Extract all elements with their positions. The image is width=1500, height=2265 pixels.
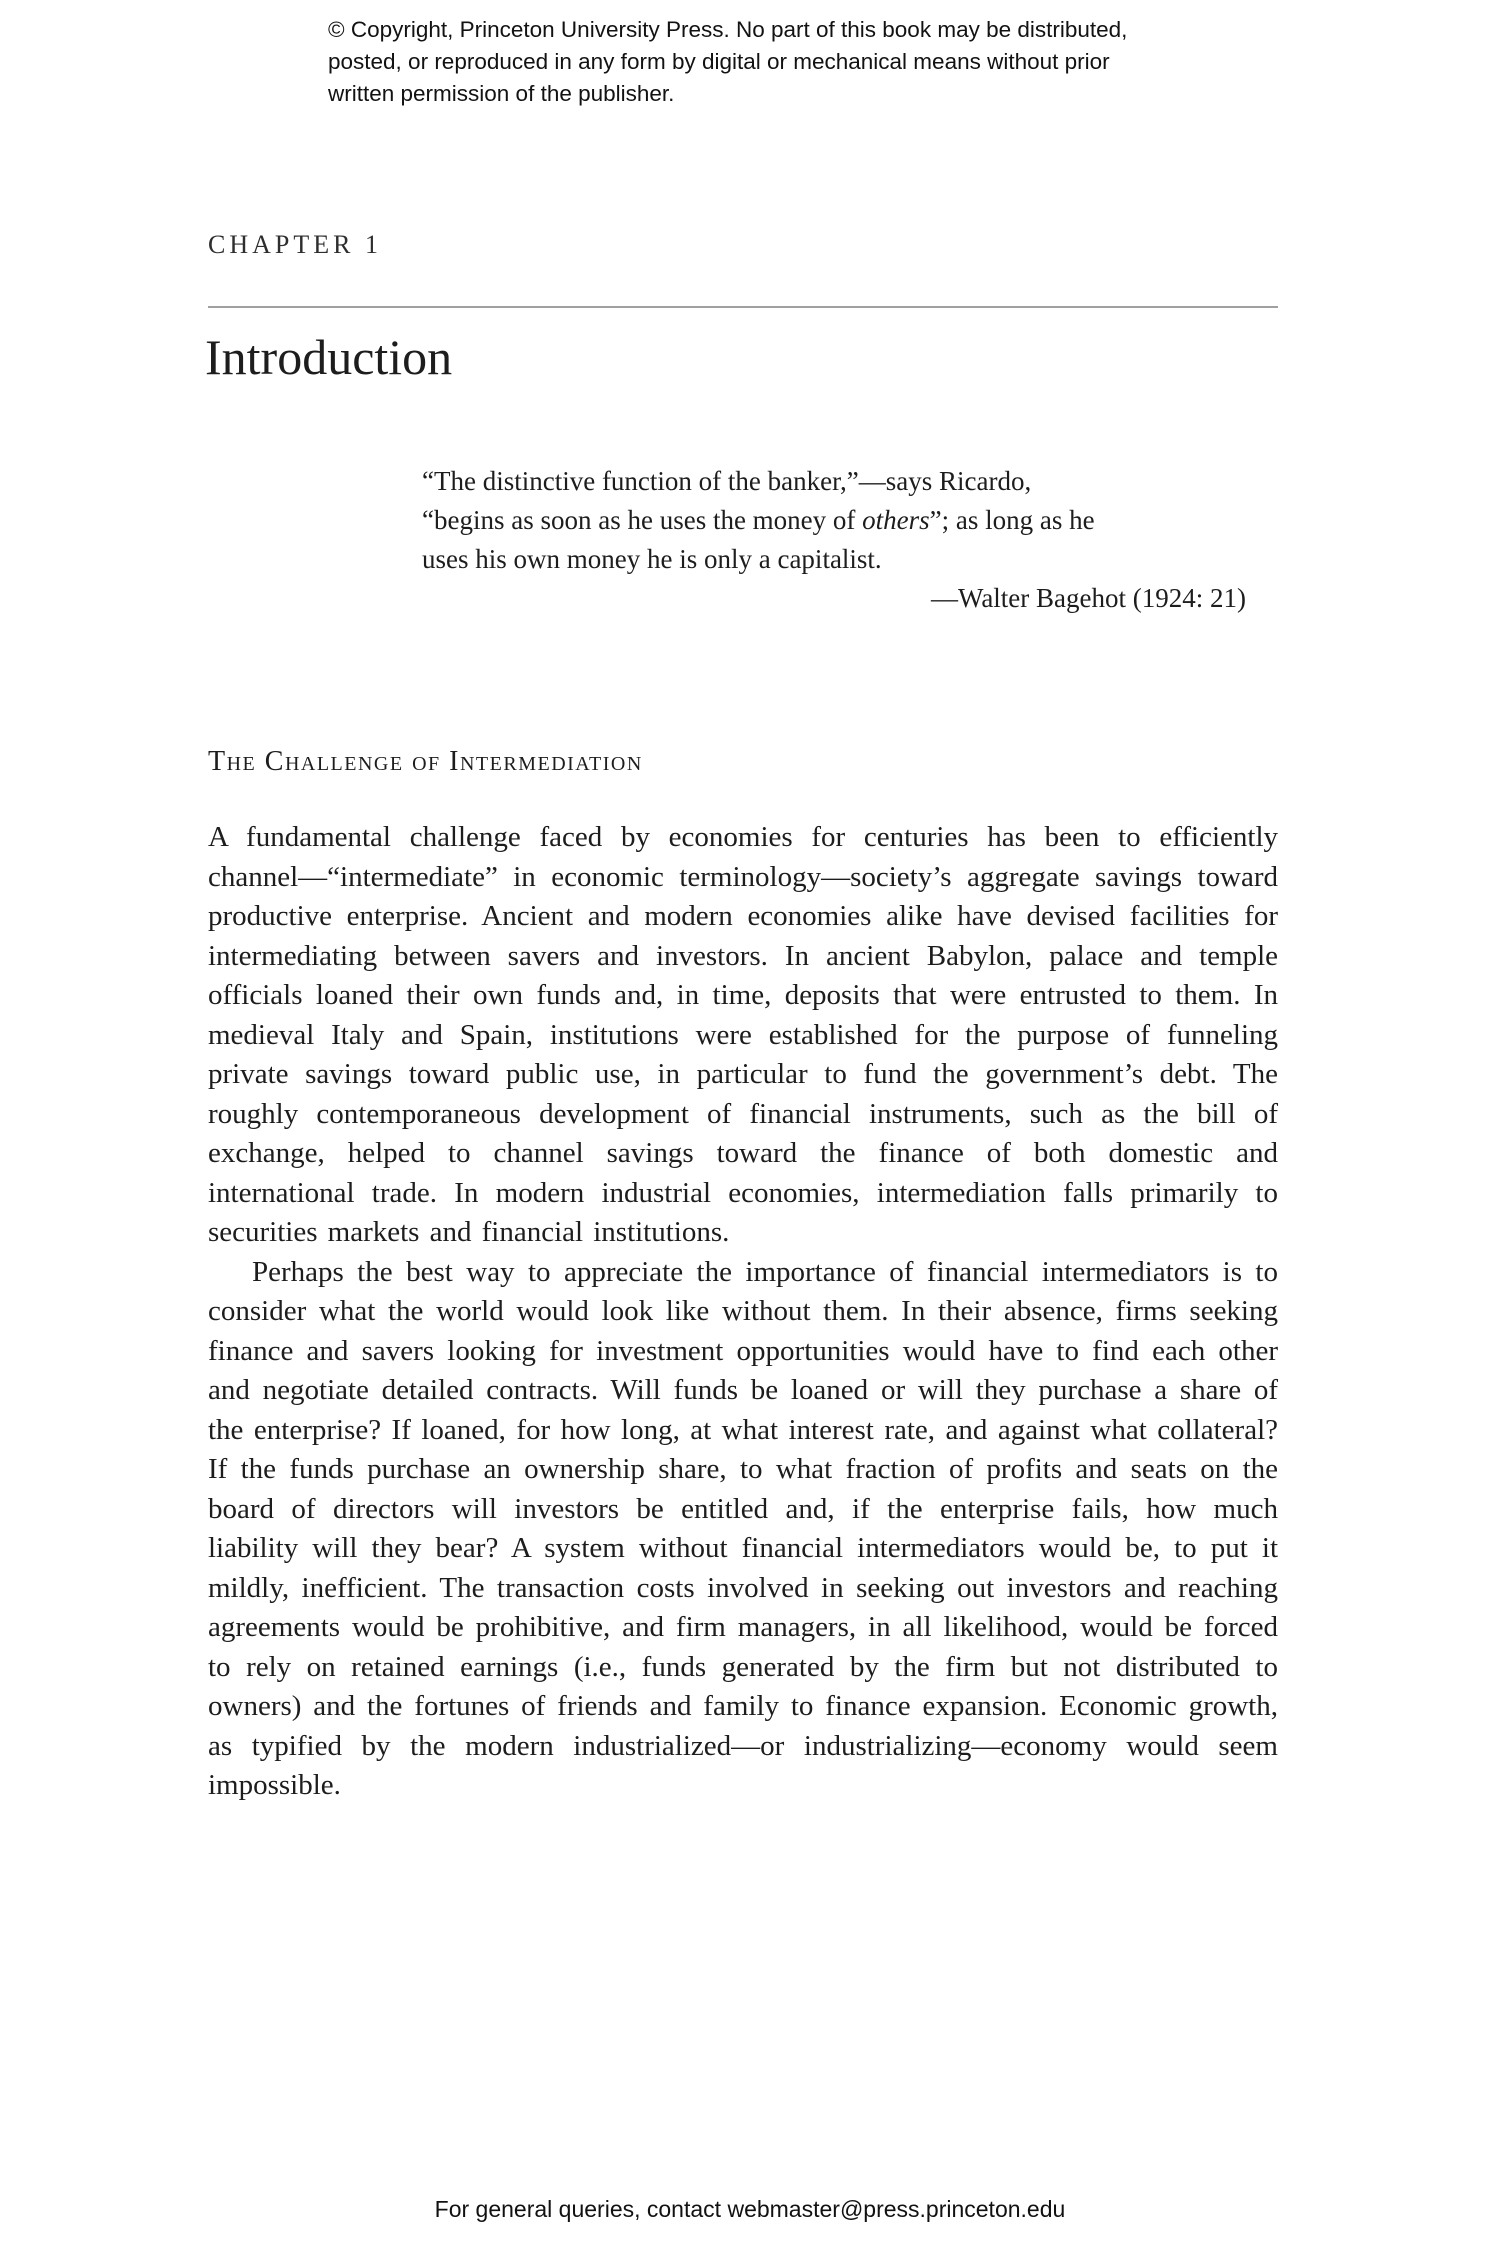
epigraph (422, 462, 1252, 618)
chapter-label: CHAPTER 1 (208, 230, 382, 259)
epigraph-line (422, 462, 1252, 501)
page-title: Introduction (205, 329, 453, 385)
epigraph-line-text: “begins as soon as he uses the money of (422, 505, 863, 535)
body-text (208, 818, 1278, 1806)
footer-note (0, 2196, 1500, 2223)
body-paragraph-2: Perhaps the best way to appreciate the importance of financial intermediators is to consider what the world would look like without them. In their absence, firms seeking finance and savers looking for investment opportunities would have to find each other and negotiate detailed contracts. Will funds be loaned or will they purchase a share of the enterprise? If loaned, for how long, at what interest rate, and against what collateral? If the funds purchase an ownership share, to what fraction of profits and seats on the board of directors will investors be entitled and, if the enterprise fails, how much liability will they bear? A system without financial intermediators would be, to put it mildly, inefficient. The transaction costs involved in seeking out investors and reaching agreements would be prohibitive, and firm managers, in all likelihood, would be forced to rely on retained earnings (i.e., funds generated by the firm but not distributed to owners) and the fortunes of friends and family to finance expansion. Economic growth, as typified by the modern industrialized—or industrializing—economy would seem impossible. (208, 1255, 1278, 1801)
copyright-notice: © Copyright, Princeton University Press. No part of this book may be distributed, posted, or reproduced in any form by digital or mechanical means without prior written permission of the publisher. (328, 17, 1128, 106)
epigraph-line (422, 540, 1252, 579)
webmaster-email-link[interactable]: webmaster@press.princeton.edu (727, 2196, 1066, 2222)
epigraph-italic-word: others (862, 505, 930, 535)
epigraph-attribution-text: —Walter Bagehot (1924: 21) (931, 583, 1246, 613)
epigraph-attribution (422, 579, 1252, 618)
epigraph-line-text: ”; as long as he (929, 505, 1095, 535)
body-paragraph-1: A fundamental challenge faced by economies for centuries has been to efficiently channel—“intermediate” in economic terminology—society’s aggregate savings toward productive enterprise. Ancient and modern economies alike have devised facilities for intermediating between savers and investors. In ancient Babylon, palace and temple officials loaned their own funds and, in time, deposits that were entrusted to them. In medieval Italy and Spain, institutions were established for the purpose of funneling private savings toward public use, in particular to fund the government’s debt. The roughly contemporaneous development of financial instruments, such as the bill of exchange, helped to channel savings toward the finance of both domestic and international trade. In modern industrial economies, intermediation falls primarily to securities markets and financial institutions. (208, 821, 1278, 1248)
epigraph-line-text: “The distinctive function of the banker,”—says Ricardo, (422, 466, 1032, 496)
chapter-rule-divider (208, 306, 1278, 308)
footer-text: For general queries, contact (434, 2196, 728, 2222)
epigraph-line (422, 501, 1252, 540)
epigraph-line-text: uses his own money he is only a capitalist. (422, 544, 882, 574)
section-heading: The Challenge of Intermediation (208, 746, 643, 777)
